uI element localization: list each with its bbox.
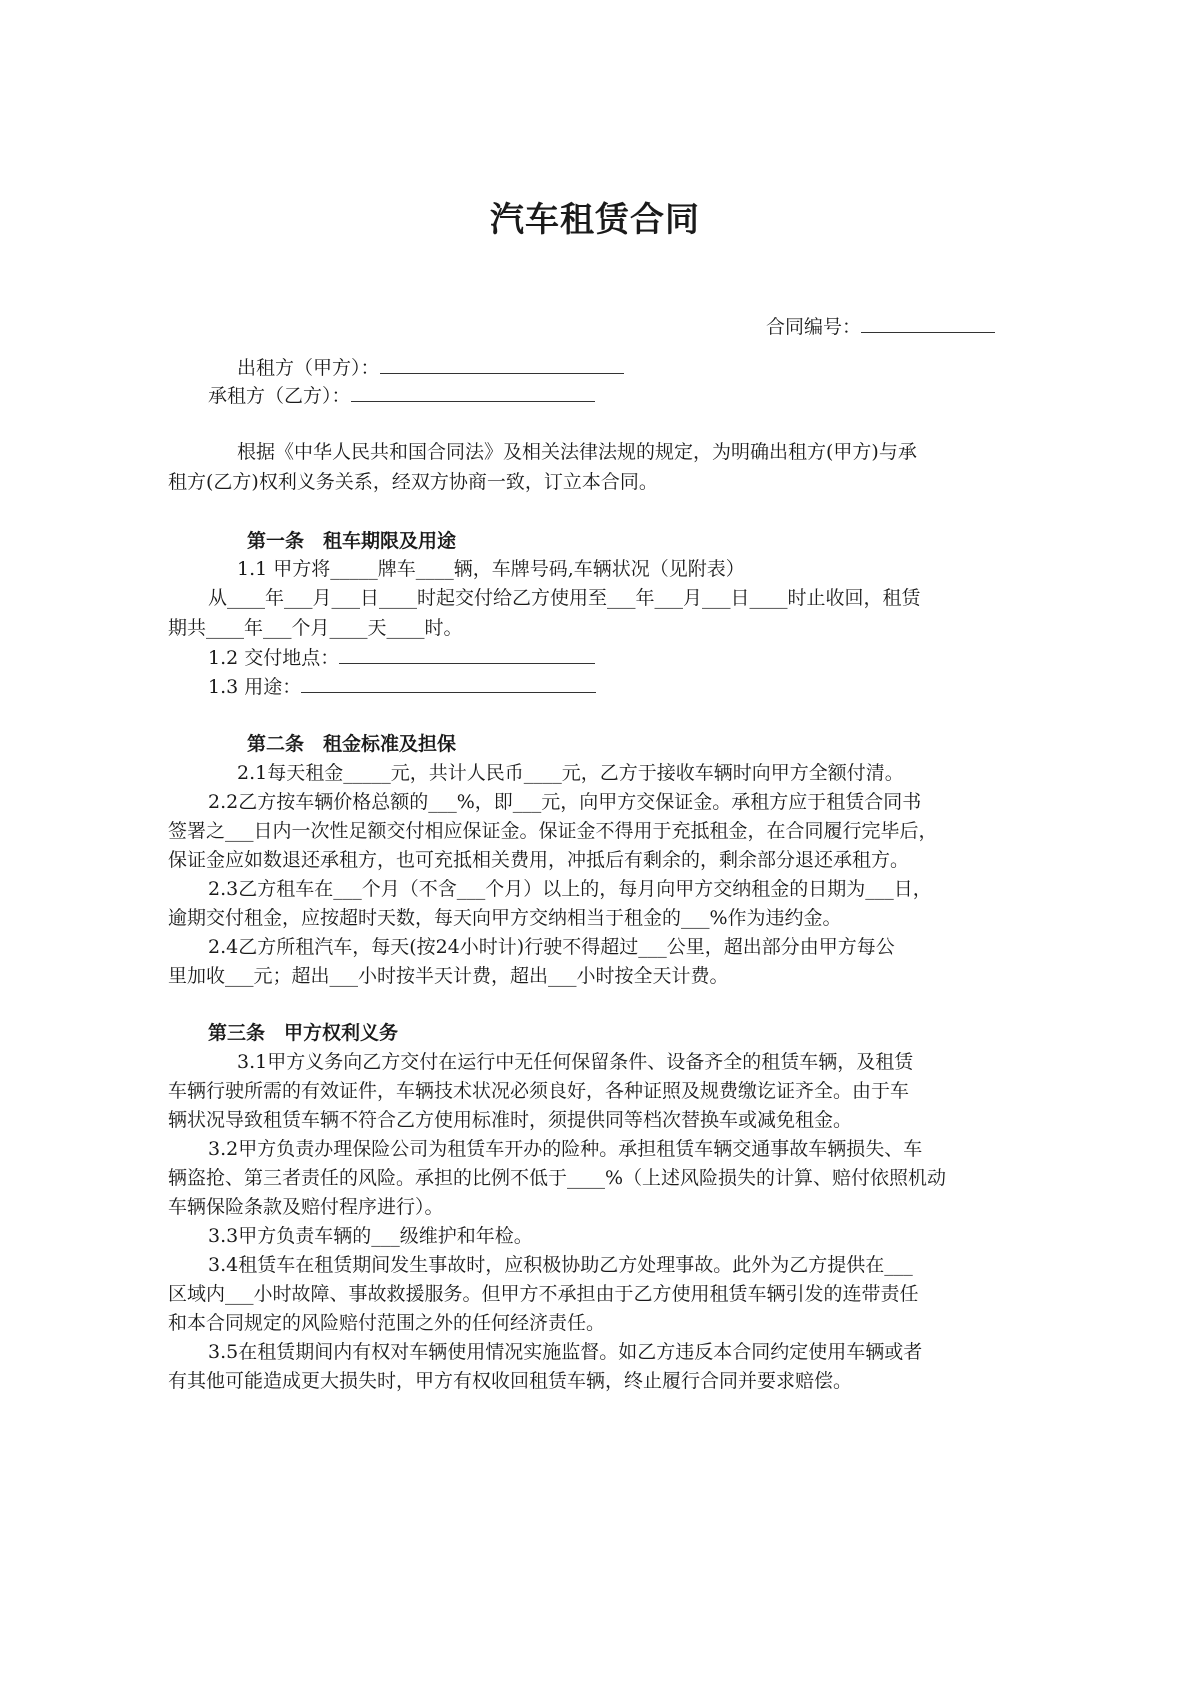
article-3-line: 车辆行驶所需的有效证件，车辆技术状况必须良好，各种证照及规费缴讫证齐全。由于车 — [168, 1080, 910, 1102]
article-3-heading: 第三条 甲方权利义务 — [208, 1022, 399, 1044]
article-1-line: 从____年___月___日____时起交付给乙方使用至___年___月___日____时止收回，租赁 — [208, 587, 921, 609]
delivery-blank — [339, 645, 595, 664]
article-2-heading: 第二条 租金标准及担保 — [247, 733, 457, 755]
preamble-line: 租方(乙方)权利义务关系，经双方协商一致，订立本合同。 — [168, 471, 658, 493]
article-1-delivery-line — [208, 645, 595, 671]
article-2-line: 逾期交付租金，应按超时天数，每天向甲方交纳相当于租金的___%作为违约金。 — [168, 907, 842, 929]
article-3-line: 辆状况导致租赁车辆不符合乙方使用标准时，须提供同等档次替换车或减免租金。 — [168, 1109, 853, 1131]
article-3-line: 车辆保险条款及赔付程序进行）。 — [168, 1196, 444, 1218]
usage-label: 1.3 用途： — [208, 676, 302, 698]
article-1-line: 期共____年___个月____天____时。 — [168, 617, 463, 639]
article-3-line: 区域内___小时故障、事故救援服务。但甲方不承担由于乙方使用租赁车辆引发的连带责任 — [168, 1283, 919, 1305]
lessee-blank — [351, 383, 595, 402]
document-title: 汽车租赁合同 — [490, 200, 700, 240]
preamble-line: 根据《中华人民共和国合同法》及相关法律法规的规定，为明确出租方(甲方)与承 — [237, 441, 917, 463]
article-1-heading: 第一条 租车期限及用途 — [247, 530, 457, 552]
article-1-usage-line — [208, 674, 596, 700]
article-3-line: 3.5在租赁期间内有权对车辆使用情况实施监督。如乙方违反本合同约定使用车辆或者 — [208, 1341, 923, 1363]
article-2-line: 2.1每天租金_____元，共计人民币____元，乙方于接收车辆时向甲方全额付清。 — [237, 762, 904, 784]
delivery-label: 1.2 交付地点： — [208, 647, 340, 669]
article-2-line: 签署之___日内一次性足额交付相应保证金。保证金不得用于充抵租金，在合同履行完毕后， — [168, 820, 938, 842]
article-3-line: 3.3甲方负责车辆的___级维护和年检。 — [208, 1225, 533, 1247]
contract-number-line — [766, 314, 995, 340]
article-1-line: 1.1 甲方将_____牌车____辆，车牌号码,车辆状况（见附表） — [237, 558, 745, 580]
article-3-line: 辆盗抢、第三者责任的风险。承担的比例不低于____%（上述风险损失的计算、赔付依照机动 — [168, 1167, 947, 1189]
article-2-line: 2.2乙方按车辆价格总额的___%，即___元，向甲方交保证金。承租方应于租赁合同书 — [208, 791, 922, 813]
article-3-line: 3.1甲方义务向乙方交付在运行中无任何保留条件、设备齐全的租赁车辆，及租赁 — [237, 1051, 914, 1073]
usage-blank — [301, 674, 596, 693]
lessee-label: 承租方（乙方）： — [208, 385, 351, 407]
contract-number-blank — [861, 314, 995, 333]
article-3-line: 3.2甲方负责办理保险公司为租赁车开办的险种。承担租赁车辆交通事故车辆损失、车 — [208, 1138, 923, 1160]
lessee-line — [208, 383, 595, 409]
lessor-blank — [380, 355, 624, 374]
article-3-line: 3.4租赁车在租赁期间发生事故时，应积极协助乙方处理事故。此外为乙方提供在___ — [208, 1254, 913, 1276]
article-2-line: 里加收___元；超出___小时按半天计费，超出___小时按全天计费。 — [168, 965, 729, 987]
contract-number-label: 合同编号： — [766, 316, 862, 338]
lessor-line — [237, 355, 624, 381]
lessor-label: 出租方（甲方）： — [237, 357, 380, 379]
article-3-line: 有其他可能造成更大损失时，甲方有权收回租赁车辆，终止履行合同并要求赔偿。 — [168, 1370, 853, 1392]
article-2-line: 2.3乙方租车在___个月（不含___个月）以上的，每月向甲方交纳租金的日期为___日， — [208, 878, 932, 900]
article-2-line: 2.4乙方所租汽车，每天(按24小时计)行驶不得超过___公里，超出部分由甲方每公 — [208, 936, 895, 958]
article-2-line: 保证金应如数退还承租方，也可充抵相关费用，冲抵后有剩余的，剩余部分退还承租方。 — [168, 849, 910, 871]
article-3-line: 和本合同规定的风险赔付范围之外的任何经济责任。 — [168, 1312, 606, 1334]
